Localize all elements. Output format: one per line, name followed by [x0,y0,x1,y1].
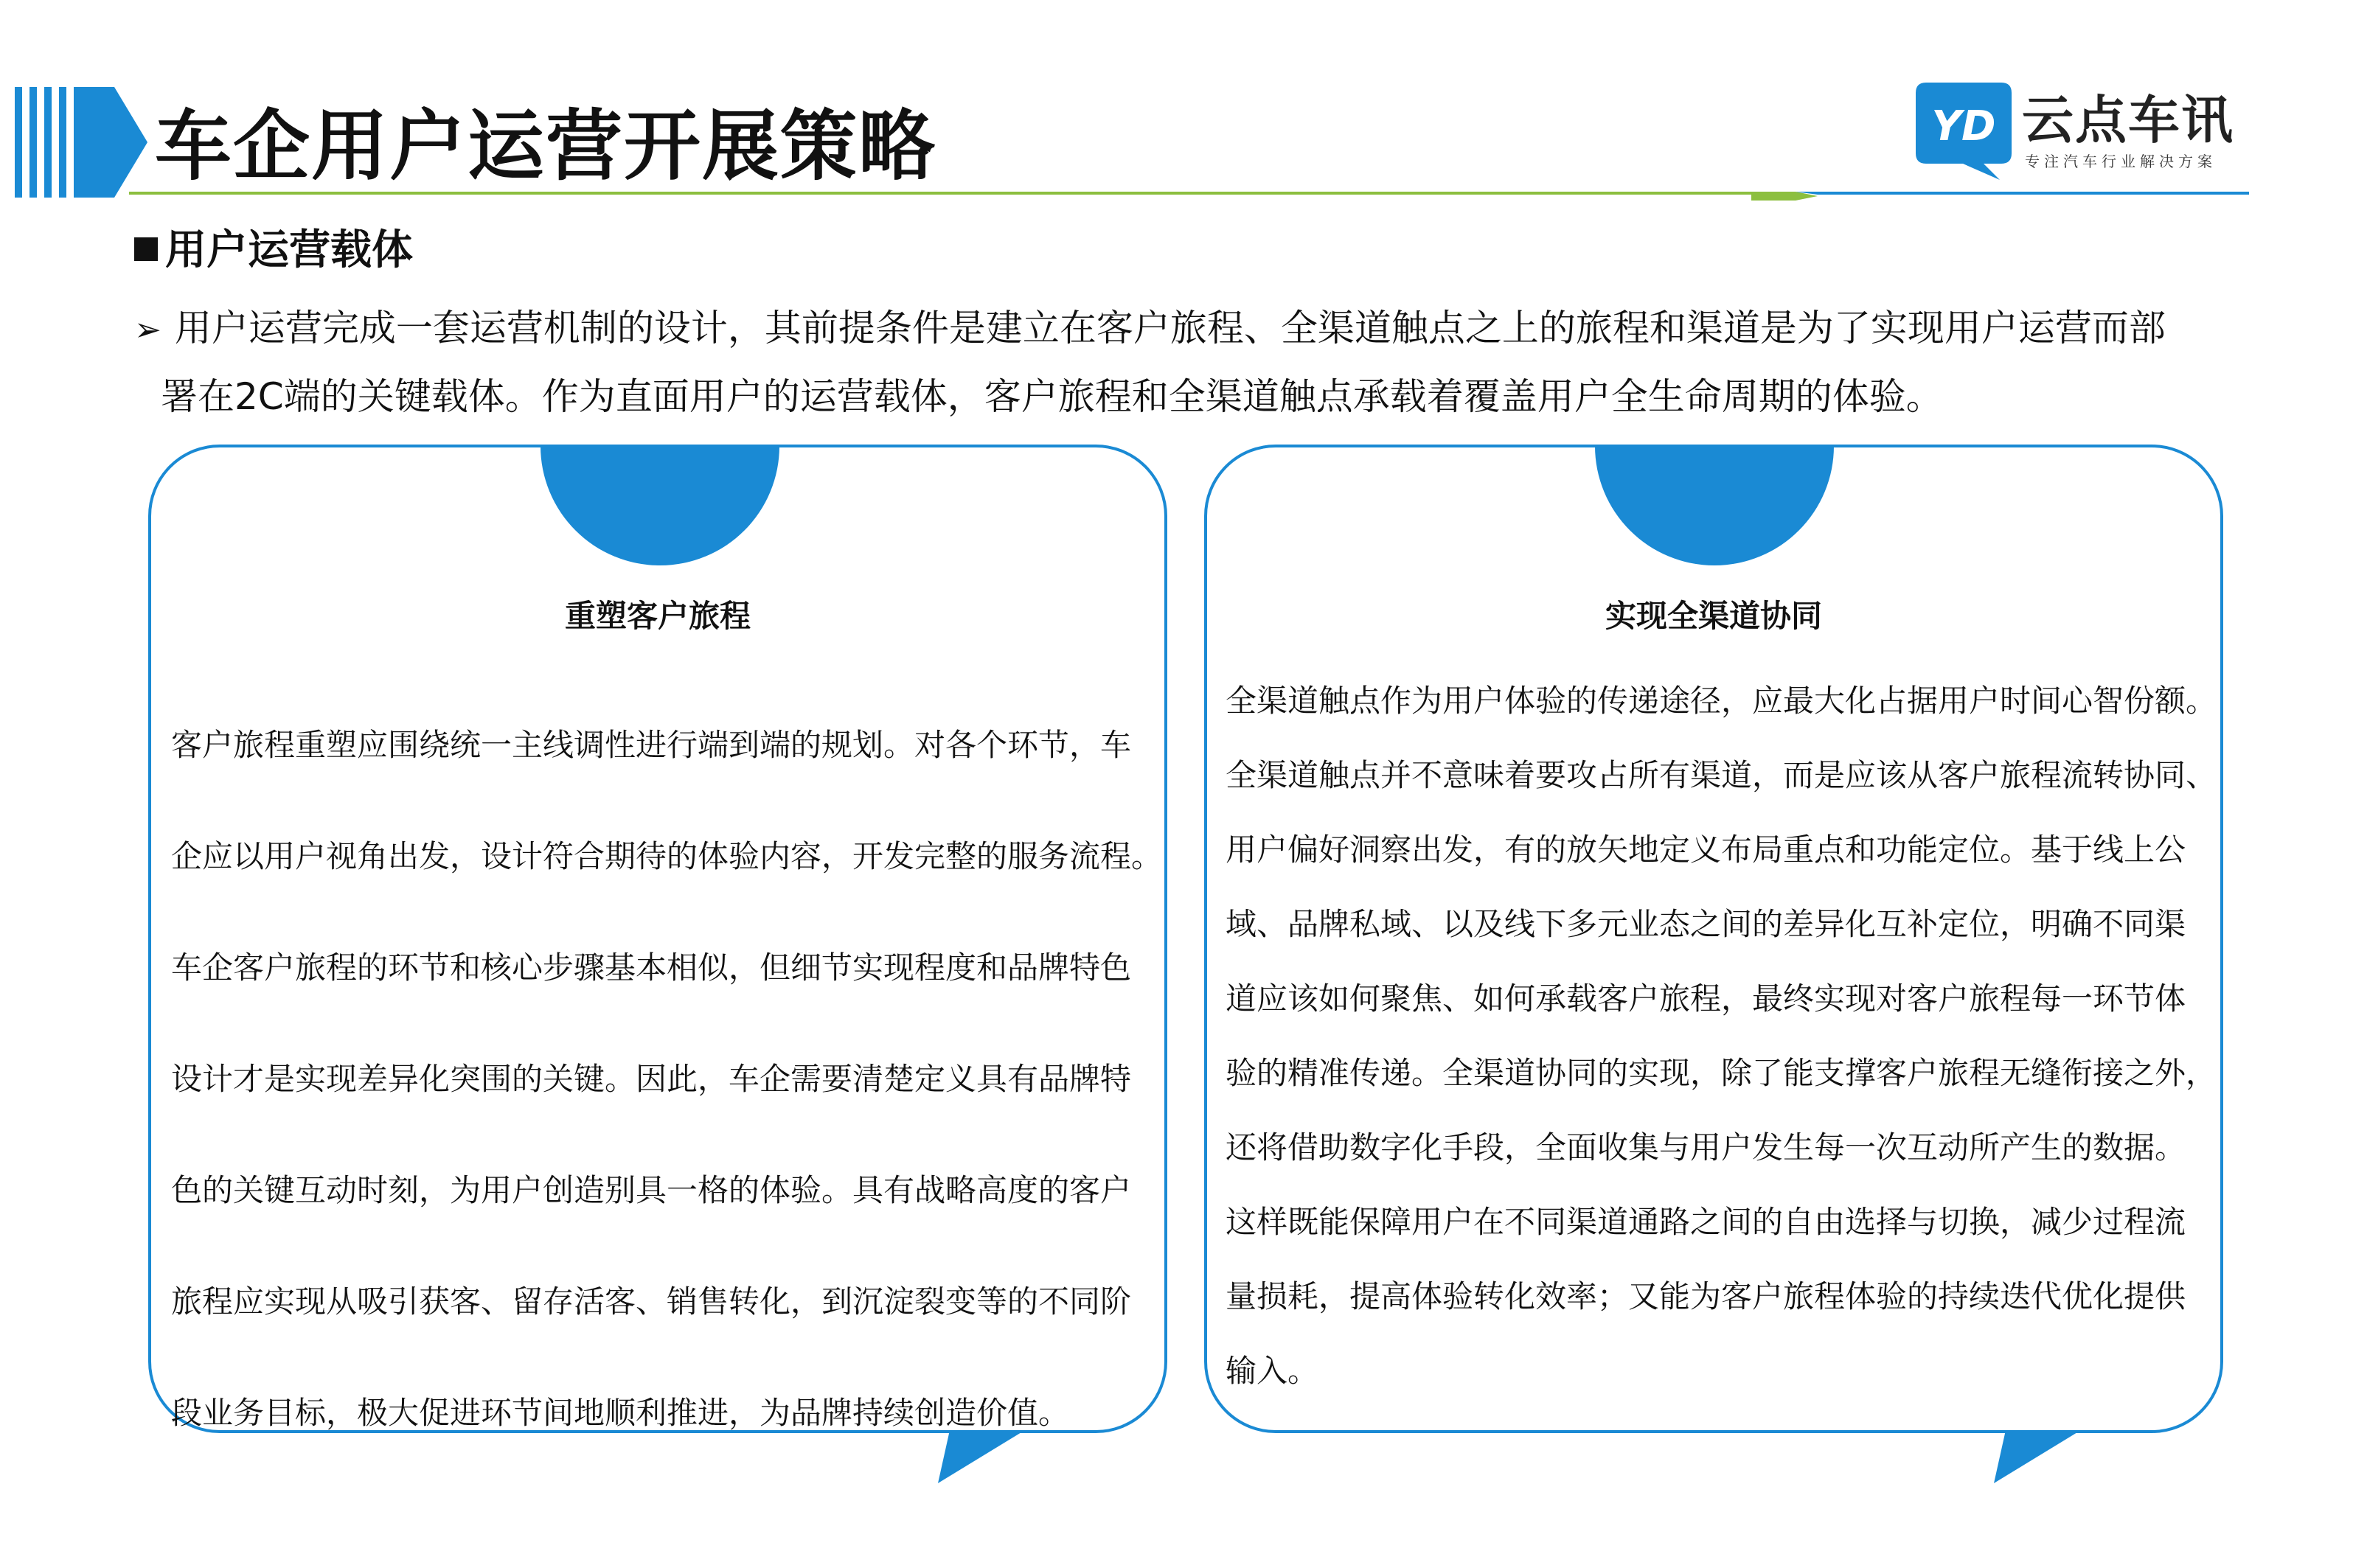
card-line: 这样既能保障用户在不同渠道通路之间的自由选择与切换，减少过程流 [1226,1204,2186,1240]
logo-slogan: 专注汽车行业解决方案 [2025,153,2217,170]
intro-line-text: 用户运营完成一套运营机制的设计，其前提条件是建立在客户旅程、全渠道触点之上的旅程和渠道是为了实现用户运营而部 [174,307,2166,349]
arrow-bullet-icon: ➢ [134,311,161,349]
card-body-left [171,689,1162,1468]
card-tail-right [1994,1430,2081,1483]
card-title-text: 实现全渠道协同 [1605,598,1823,634]
card-line: 企应以用户视角出发，设计符合期待的体验内容，开发完整的服务流程。 [171,838,1163,874]
card-line: 客户旅程重塑应围绕统一主线调性进行端到端的规划。对各个环节，车 [171,727,1132,763]
card-title-text: 重塑客户旅程 [564,598,751,634]
logo-name: 云点车讯 [2022,90,2234,150]
section-heading-text: 用户运营载体 [165,226,413,274]
card-line: 输入。 [1226,1353,1319,1389]
card-line: 量损耗，提高体验转化效率；又能为客户旅程体验的持续迭代优化提供 [1226,1278,2186,1314]
card-line: 段业务目标，极大促进环节间地顺利推进，为品牌持续创造价值。 [171,1395,1070,1431]
card-line: 用户偏好洞察出发，有的放矢地定义布局重点和功能定位。基于线上公 [1226,832,2186,868]
intro-line: 署在2C端的关键载体。作为直面用户的运营载体，客户旅程和全渠道触点承载着覆盖用户全生命周期的体验。 [161,375,1943,418]
card-line: 旅程应实现从吸引获客、留存活客、销售转化，到沉淀裂变等的不同阶 [171,1283,1132,1320]
card-line: 全渠道触点并不意味着要攻占所有渠道，而是应该从客户旅程流转协同、 [1226,757,2217,793]
logo-mark-text: YD [1931,102,1996,150]
card-line: 全渠道触点作为用户体验的传递途径，应最大化占据用户时间心智份额。 [1226,683,2217,719]
card-line: 验的精准传递。全渠道协同的实现，除了能支撑客户旅程无缝衔接之外， [1226,1055,2217,1091]
card-line: 道应该如何聚焦、如何承载客户旅程，最终实现对客户旅程每一环节体 [1226,980,2186,1017]
card-line: 还将借助数字化手段，全面收集与用户发生每一次互动所产生的数据。 [1226,1129,2186,1165]
card-line: 设计才是实现差异化突围的关键。因此，车企需要清楚定义具有品牌特 [171,1061,1132,1097]
card-line: 域、品牌私域、以及线下多元业态之间的差异化互补定位，明确不同渠 [1226,906,2186,942]
card-line: 色的关键互动时刻，为用户创造别具一格的体验。具有战略高度的客户 [171,1172,1132,1208]
card-line: 车企客户旅程的环节和核心步骤基本相似，但细节实现程度和品牌特色 [171,949,1132,986]
card-body-right [1226,663,2217,1408]
page-title: 车企用户运营开展策略 [155,101,937,191]
